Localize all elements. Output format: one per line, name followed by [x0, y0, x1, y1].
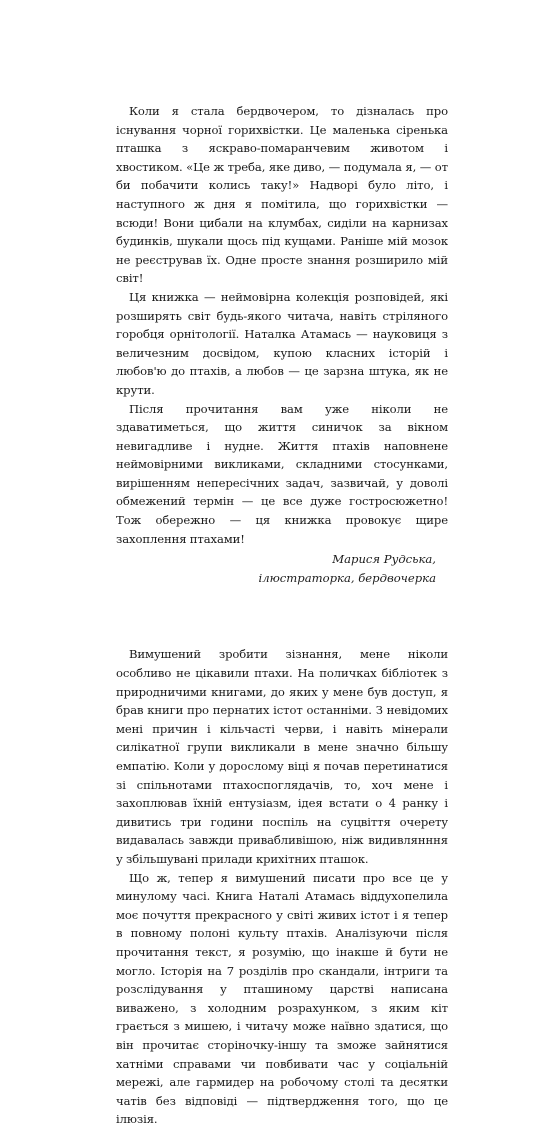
page-content — [116, 102, 448, 1129]
foreword-paragraph-1: Коли я стала бердвочером, то дізналась про існування чорної горихвістки. Це маленька сіренька пташка з яскраво-помаранчевим животом і хвостиком. «Це ж треба, яке диво, — подумала я, — от би побачити колись таку!» Надворі було літо, і наступного ж дня я помітила, що горихвістки — всюди! Вони цибали на клумбах, сиділи на карнизах будинків, шукали щось під кущами. Раніше мій мозок не реєстрував їх. Одне просте знання розширило мій світ! — [116, 104, 448, 286]
signature-role: ілюстраторка, бердвочерка — [258, 570, 436, 585]
main-paragraph-2: Що ж, тепер я вимушений писати про все це у минулому часі. Книга Наталі Атамась віддухопелила моє почуття прекрасного у світі живих істот і я тепер в повному полоні культу птахів. Аналізуючи після прочитання текст, я розумію, що інакше й бути не могло. Історія на 7 розділів про скандали, інтриги та розслідування у пташиному царстві написана виважено, з холодним розрахунком, з яким кіт грається з мишею, і читачу може наївно здатися, що він прочитає сторіночку-іншу та зможе зайнятися хатніми справами чи повбивати час у соціальній мережі, але гармидер на робочому столі та десятки чатів без відповіді — підтвердження того, що це ілюзія. — [116, 870, 448, 1127]
signature-name: Марися Рудська, — [332, 552, 436, 567]
foreword-paragraph-3: Після прочитання вам уже ніколи не здаватиметься, що життя синичок за вікном невигадливе і нудне. Життя птахів наповнене неймовірними викликами, складними стосунками, вирішенням непересічних задач, зазвичай, у доволі обмежений термін — це все дуже гостросюжетно! Тож обережно — ця книжка провокує щире захоплення птахами! — [116, 401, 448, 546]
foreword-section — [116, 102, 448, 548]
main-text-section — [116, 645, 448, 1128]
foreword-paragraph-2: Ця книжка — неймовірна колекція розповідей, які розширять світ будь-якого читача, навіть стріляного горобця орнітології. Наталка Атамась — науковиця з величезним досвідом, купою класних історій і любов'ю до птахів, а любов — це зарзна штука, як не крути. — [116, 289, 448, 397]
foreword-signature — [116, 550, 436, 587]
main-paragraph-1: Вимушений зробити зізнання, мене ніколи особливо не цікавили птахи. На поличках бібліотек з природничими книгами, до яких у мене був доступ, я брав книги про пернатих істот останніми. З невідомих мені причин і кільчасті черви, і навіть мінерали силікатної групи викликали в мене значно більшу емпатію. Коли у дорослому віці я почав перетинатися зі спільнотами птахоспоглядачів, то, хоч мене і захоплював їхній ентузіазм, ідея встати о 4 ранку і дивитись три години поспіль на суцвіття очерету видавалась завжди привабливішою, ніж видивлянння у збільшувані прилади крихітних пташок. — [116, 647, 448, 866]
